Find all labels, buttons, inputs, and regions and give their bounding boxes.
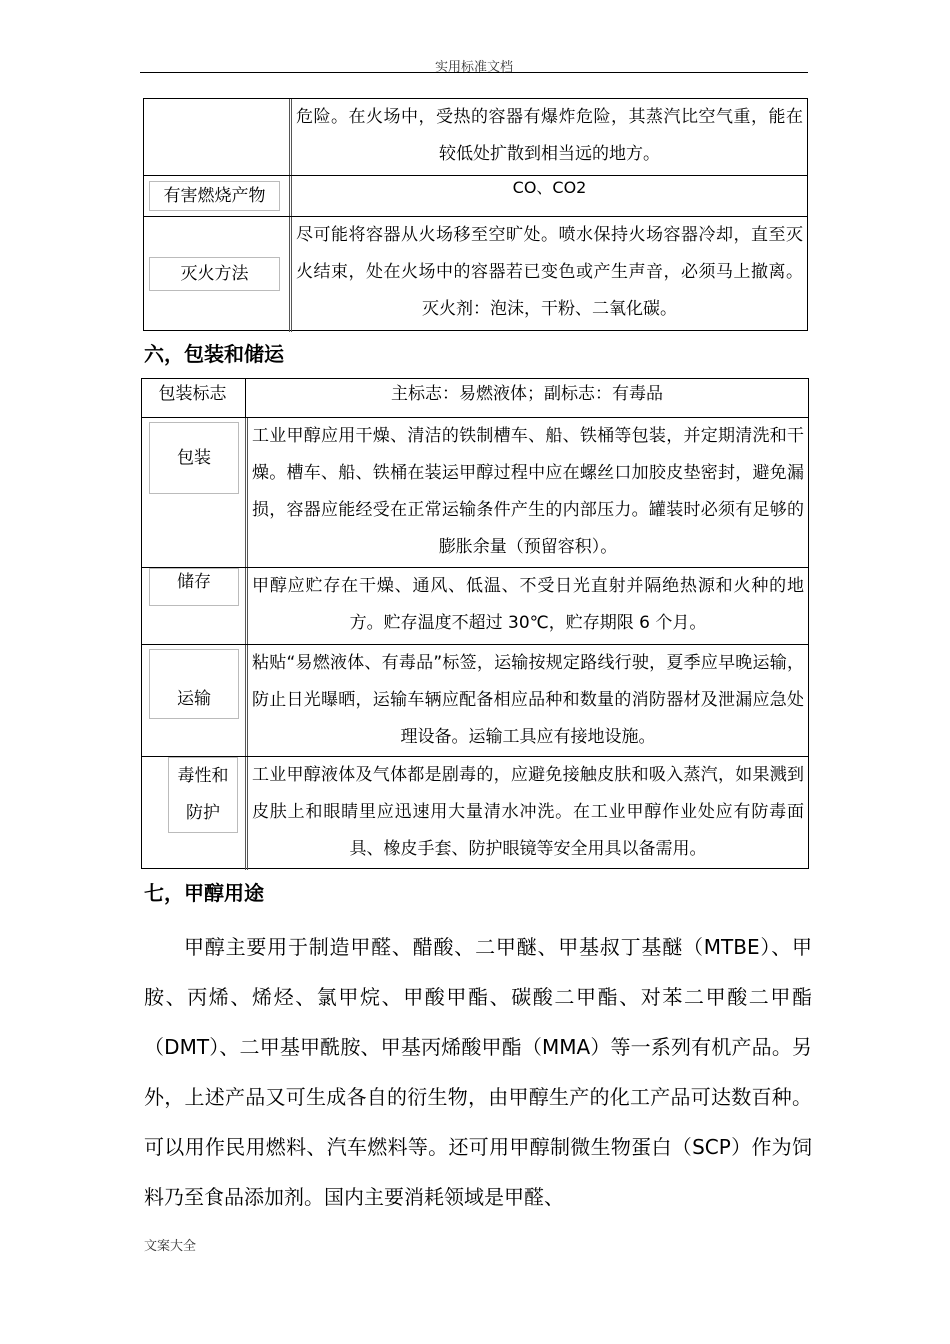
pack-row-5 <box>142 756 808 870</box>
section-6-title: 六，包装和储运 <box>144 342 284 366</box>
pack-row-1 <box>142 379 808 417</box>
pack-row-3-label: 储存 <box>149 568 239 606</box>
fire-table <box>143 98 808 331</box>
pack-row-5-label: 毒性和防护 <box>168 757 238 833</box>
pack-row-2-content: 工业甲醇应用干燥、清洁的铁制槽车、船、铁桶等包装，并定期清洗和干燥。槽车、船、铁桶在装运甲醇过程中应在螺丝口加胶皮垫密封，避免漏损，容器应能经受在正常运输条件产生的内部压力。罐装时必须有足够的膨胀余量（预留容积）。 <box>252 426 804 557</box>
packaging-table <box>141 378 809 869</box>
pack-row-3-content: 甲醇应贮存在干燥、通风、低温、不受日光直射并隔绝热源和火种的地方。贮存温度不超过 30℃，贮存期限 6 个月。 <box>252 576 804 633</box>
page-header: 实用标准文档 <box>434 60 513 75</box>
fire-row-2 <box>144 175 807 217</box>
fire-row-1-content: 危险。在火场中，受热的容器有爆炸危险，其蒸汽比空气重，能在较低处扩散到相当远的地方。 <box>296 107 803 164</box>
pack-row-2-label: 包装 <box>149 422 239 494</box>
fire-row-2-label: 有害燃烧产物 <box>149 181 280 211</box>
header-rule <box>140 72 808 73</box>
pack-row-3 <box>142 567 808 645</box>
fire-row-3 <box>144 216 807 332</box>
fire-row-3-content: 尽可能将容器从火场移至空旷处。喷水保持火场容器冷却，直至灭火结束，处在火场中的容器若已变色或产生声音，必须马上撤离。灭火剂：泡沫，干粉、二氧化碳。 <box>296 225 803 319</box>
page-footer: 文案大全 <box>144 1239 197 1254</box>
fire-row-2-content: CO、CO2 <box>512 178 587 197</box>
pack-row-1-content: 主标志：易燃液体；副标志：有毒品 <box>391 384 663 404</box>
pack-row-2 <box>142 417 808 568</box>
pack-row-4-label: 运输 <box>149 649 239 719</box>
pack-row-1-label: 包装标志 <box>158 383 227 404</box>
pack-row-5-content: 工业甲醇液体及气体都是剧毒的，应避免接触皮肤和吸入蒸汽，如果溅到皮肤上和眼睛里应迅速用大量清水冲洗。在工业甲醇作业处应有防毒面具、橡皮手套、防护眼镜等安全用具以备需用。 <box>252 765 804 859</box>
section-7-title: 七，甲醇用途 <box>144 881 264 905</box>
section-7-paragraph: 甲醇主要用于制造甲醛、醋酸、二甲醚、甲基叔丁基醚（MTBE）、甲胺、丙烯、烯烃、氯甲烷、甲酸甲酯、碳酸二甲酯、对苯二甲酸二甲酯（DMT）、二甲基甲酰胺、甲基丙烯酸甲酯（MMA）等一系列有机产品。另外，上述产品又可生成各自的衍生物，由甲醇生产的化工产品可达数百种。可以用作民用燃料、汽车燃料等。还可用甲醇制微生物蛋白（SCP）作为饲料乃至食品添加剂。国内主要消耗领域是甲醛、 <box>144 935 812 1209</box>
fire-row-1 <box>144 99 807 175</box>
fire-row-3-label: 灭火方法 <box>149 257 280 291</box>
pack-row-4 <box>142 644 808 757</box>
pack-row-4-content: 粘贴“易燃液体、有毒品”标签，运输按规定路线行驶，夏季应早晚运输，防止日光曝晒，运输车辆应配备相应品种和数量的消防器材及泄漏应急处理设备。运输工具应有接地设施。 <box>252 653 804 747</box>
